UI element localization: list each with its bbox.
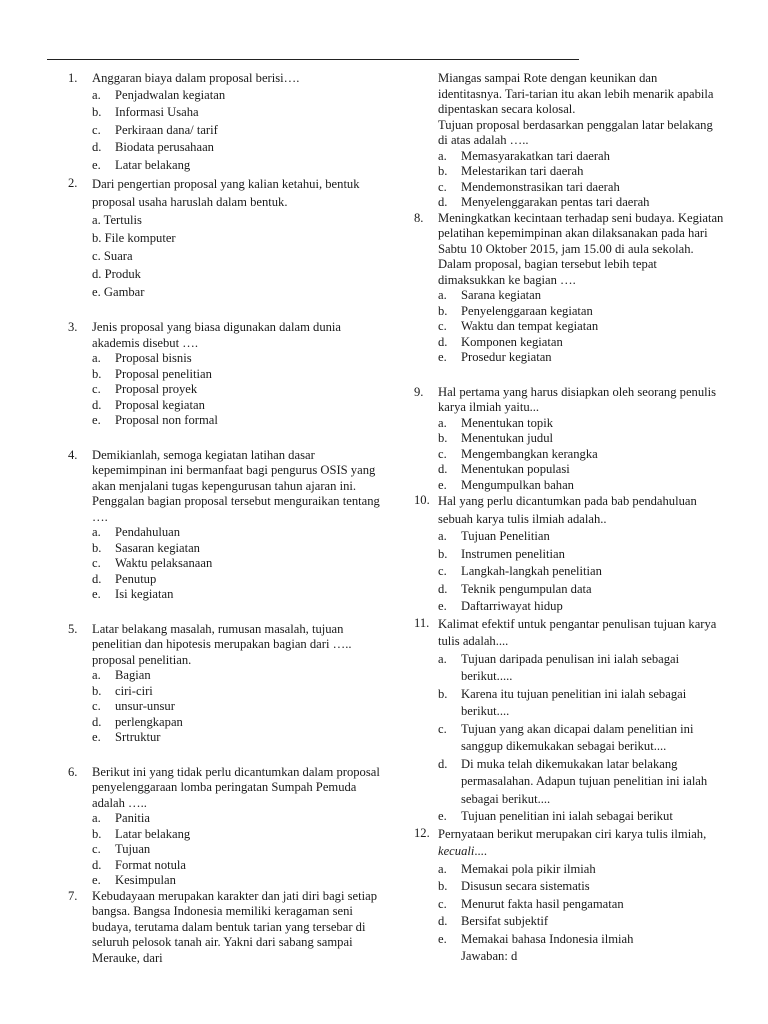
question-text: Dari pengertian proposal yang kalian ketahui, bentuk proposal usaha haruslah dalam bentuk.: [92, 177, 360, 209]
question-number: 3.: [68, 320, 78, 334]
option-b: b. Melestarikan tari daerah: [438, 164, 584, 178]
question-text: Berikut ini yang tidak perlu dicantumkan dalam proposal penyelenggaraan lomba peringatan Sumpah Pemuda adalah …..: [92, 764, 380, 810]
option-b: b. ciri-ciri: [92, 683, 153, 698]
option-e: e. Gambar: [92, 285, 145, 299]
options-list: [92, 351, 390, 429]
option-e: e. Srtruktur: [92, 730, 161, 744]
question-8: [414, 211, 724, 366]
option-b: b. Karena itu tujuan penelitian ini ialah sebagai berikut....: [438, 686, 687, 718]
option-c: c. Waktu pelaksanaan: [92, 556, 213, 570]
option-a: a. Penjadwalan kegiatan: [92, 87, 226, 102]
option-a: a. Memasyarakatkan tari daerah: [438, 148, 610, 163]
option-b: b. Latar belakang: [92, 826, 191, 841]
option-b: b. Proposal penelitian: [92, 366, 212, 381]
option-d: d. Teknik pengumpulan data: [438, 581, 592, 596]
option-a: a. Panitia: [92, 811, 150, 825]
options-list: [92, 668, 390, 746]
option-a: a. Pendahuluan: [92, 525, 181, 539]
option-e: e. Latar belakang: [92, 157, 191, 172]
question-number: 4.: [68, 447, 78, 462]
options-list: [92, 211, 390, 301]
option-d: d. Format notula: [92, 857, 187, 872]
option-c: c. Suara: [92, 249, 133, 263]
options-list: [438, 288, 724, 366]
option-b: b. File komputer: [92, 231, 176, 245]
option-b: b. Sasaran kegiatan: [92, 540, 200, 555]
option-c: c. Mendemonstrasikan tari daerah: [438, 179, 620, 194]
question-prompt: Tujuan proposal berdasarkan penggalan latar belakang di atas adalah …..: [438, 117, 713, 147]
option-a: a. Tujuan daripada penulisan ini ialah sebagai berikut.....: [438, 651, 680, 683]
option-d: d. Menentukan populasi: [438, 462, 570, 476]
option-a: a. Tujuan Penelitian: [438, 529, 550, 543]
option-c: c. unsur-unsur: [92, 699, 175, 713]
option-b: b. Disusun secara sistematis: [438, 879, 590, 893]
option-c: c. Mengembangkan kerangka: [438, 446, 598, 461]
options-list: [92, 525, 390, 603]
option-e: e. Isi kegiatan: [92, 587, 174, 601]
option-c: c. Menurut fakta hasil pengamatan: [438, 896, 624, 911]
question-number: 9.: [414, 384, 424, 399]
question-number: 12.: [414, 825, 430, 840]
option-c: c. Langkah-langkah penelitian: [438, 564, 602, 578]
options-list: [438, 528, 724, 616]
options-list: [438, 861, 724, 966]
option-c: c. Proposal proyek: [92, 382, 198, 396]
options-list: [438, 149, 724, 211]
option-e: e. Prosedur kegiatan: [438, 350, 552, 364]
question-12: [414, 826, 724, 966]
option-b: b. Menentukan judul: [438, 431, 553, 445]
option-d: d. perlengkapan: [92, 714, 183, 729]
option-e: e. Kesimpulan: [92, 873, 176, 887]
question-text: Anggaran biaya dalam proposal berisi….: [92, 71, 300, 85]
question-text: Pernyataan berikut merupakan ciri karya tulis ilmiah, kecuali....: [438, 826, 707, 858]
question-prompt: Penggalan bagian proposal tersebut menguraikan tentang ….: [92, 494, 380, 524]
top-rule: [47, 59, 579, 60]
option-e: e. Memakai bahasa Indonesia ilmiah: [438, 931, 634, 946]
option-e: e. Proposal non formal: [92, 413, 218, 427]
option-e: e. Mengumpulkan bahan: [438, 477, 574, 492]
answer-line: Jawaban: d: [461, 949, 518, 963]
question-7: [68, 889, 390, 967]
question-7-continued: [414, 71, 724, 211]
option-d: d. Biodata perusahaan: [92, 140, 214, 154]
options-list: [438, 416, 724, 494]
option-a: a. Menentukan topik: [438, 415, 553, 430]
question-9: [414, 385, 724, 494]
question-number: 5.: [68, 621, 78, 636]
question-5: [68, 622, 390, 746]
question-2: [68, 176, 390, 301]
question-3: [68, 320, 390, 429]
option-d: d. Bersifat subjektif: [438, 914, 549, 928]
option-e: e. Daftarriwayat hidup: [438, 599, 563, 613]
emphasis-kecuali: kecuali: [438, 844, 475, 858]
question-10: [414, 493, 724, 616]
option-b: b. Informasi Usaha: [92, 105, 199, 119]
left-column: [68, 71, 390, 966]
question-number: 11.: [414, 615, 430, 630]
option-a: a. Proposal bisnis: [92, 351, 192, 365]
question-number: 1.: [68, 71, 78, 85]
option-d: d. Penutup: [92, 571, 157, 586]
option-a: a. Bagian: [92, 668, 151, 682]
option-c: c. Tujuan yang akan dicapai dalam penelitian ini sanggup dikemukakan sebagai berikut....: [438, 721, 694, 753]
question-number: 6.: [68, 764, 78, 779]
option-d: d. Komponen kegiatan: [438, 334, 563, 349]
option-a: a. Sarana kegiatan: [438, 288, 542, 302]
option-e: e. Tujuan penelitian ini ialah sebagai berikut: [438, 809, 673, 823]
question-4: [68, 448, 390, 603]
question-number: 2.: [68, 176, 78, 190]
question-text: Kebudayaan merupakan karakter dan jati diri bagi setiap bangsa. Bangsa Indonesia memiliki keragaman seni budaya, terutama dalam bentuk tarian yang tersebar di seluruh pelosok tanah air. Yakni dari sabang sampai Merauke, dari: [92, 888, 377, 965]
options-list: [92, 811, 390, 889]
question-text: Hal pertama yang harus disiapkan oleh seorang penulis karya ilmiah yaitu...: [438, 384, 717, 414]
question-text: Hal yang perlu dicantumkan pada bab pendahuluan sebuah karya tulis ilmiah adalah..: [438, 494, 697, 526]
option-c: c. Tujuan: [92, 842, 151, 856]
option-b: b. Penyelenggaraan kegiatan: [438, 303, 593, 318]
options-list: [438, 651, 724, 826]
question-6: [68, 765, 390, 889]
question-text-continued: Miangas sampai Rote dengan keunikan dan identitasnya. Tari-tarian itu akan lebih menarik apabila dipentaskan secara kolosal.: [438, 71, 714, 116]
option-d: d. Di muka telah dikemukakan latar belakang permasalahan. Adapun tujuan penelitian ini ialah sebagai berikut....: [438, 756, 708, 806]
option-c: c. Waktu dan tempat kegiatan: [438, 319, 599, 333]
right-column: [414, 71, 724, 966]
question-text: Demikianlah, semoga kegiatan latihan dasar kepemimpinan ini bermanfaat bagi pengurus OSIS yang akan menjalani tugas kepengurusan tahun ajaran ini.: [92, 447, 376, 493]
option-d: d. Proposal kegiatan: [92, 397, 205, 412]
question-text: Kalimat efektif untuk pengantar penulisan tujuan karya tulis adalah....: [438, 616, 717, 648]
option-b: b. Instrumen penelitian: [438, 546, 565, 561]
question-11: [414, 616, 724, 826]
option-c: c. Perkiraan dana/ tarif: [92, 122, 218, 137]
question-text: Meningkatkan kecintaan terhadap seni budaya. Kegiatan pelatihan kepemimpinan akan dilaksanakan pada hari Sabtu 10 Oktober 2015, jam 15.00 di aula sekolah. Dalam proposal, bagian tersebut lebih tepat dimaksukkan ke bagian ….: [438, 210, 724, 287]
option-a: a. Memakai pola pikir ilmiah: [438, 861, 596, 876]
option-d: d. Produk: [92, 267, 141, 281]
question-1: [68, 71, 390, 174]
options-list: [92, 87, 390, 175]
question-number: 10.: [414, 493, 430, 507]
question-number: 8.: [414, 210, 424, 225]
option-d: d. Menyelenggarakan pentas tari daerah: [438, 195, 650, 209]
question-number: 7.: [68, 888, 78, 903]
question-text: Jenis proposal yang biasa digunakan dalam dunia akademis disebut ….: [92, 320, 342, 350]
option-a: a. Tertulis: [92, 213, 142, 227]
question-text: Latar belakang masalah, rumusan masalah, tujuan penelitian dan hipotesis merupakan bagian dari ….. proposal penelitian.: [92, 621, 352, 667]
